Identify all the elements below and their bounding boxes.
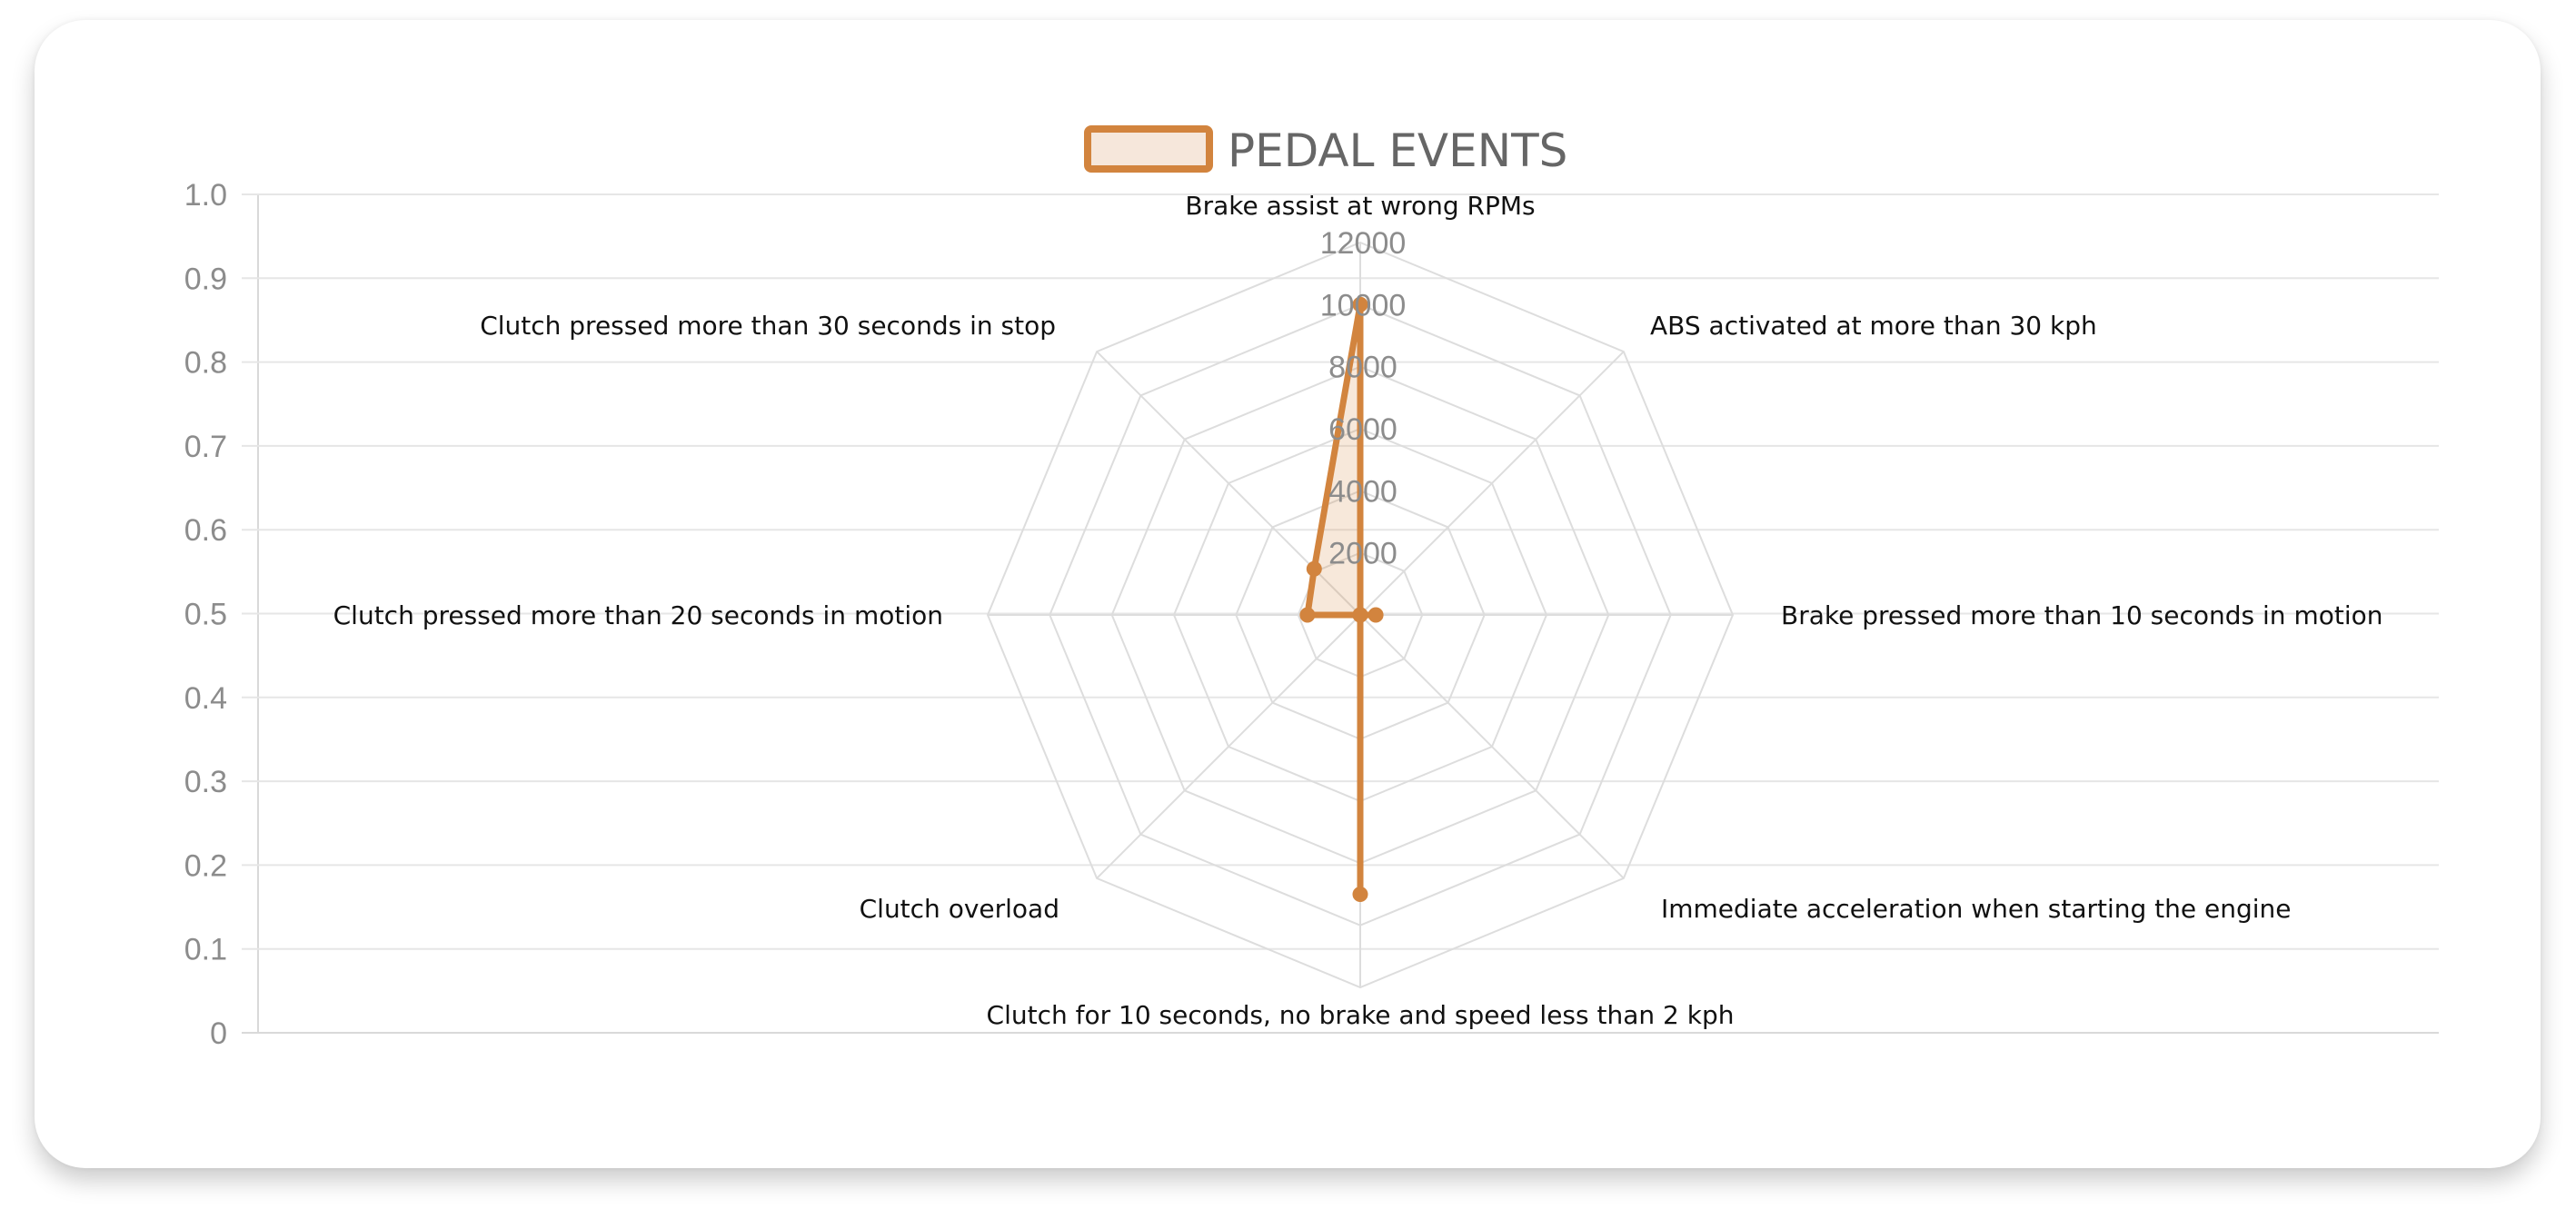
y-tick-label: 0.1: [184, 932, 227, 967]
radar-point-label: Clutch pressed more than 30 seconds in stop: [480, 311, 1056, 341]
series-point[interactable]: [1308, 562, 1320, 575]
radar-point-label: ABS activated at more than 30 kph: [1650, 311, 2097, 341]
legend-label: PEDAL EVENTS: [1228, 124, 1568, 177]
radial-tick-label: 10000: [1319, 288, 1407, 323]
y-tick-label: 0.7: [184, 429, 227, 464]
radial-tick-label: 6000: [1328, 412, 1397, 447]
y-tick-label: 0.5: [184, 597, 227, 632]
y-tick-label: 0.9: [184, 262, 227, 297]
legend[interactable]: [1088, 124, 1567, 177]
y-tick-label: 0.8: [184, 345, 227, 381]
series-point[interactable]: [1369, 609, 1382, 621]
radial-tick-label: 12000: [1319, 226, 1407, 261]
y-tick-label: 0.6: [184, 513, 227, 549]
legend-swatch[interactable]: [1088, 129, 1209, 169]
series-point[interactable]: [1301, 609, 1314, 621]
radial-tick-label: 2000: [1328, 536, 1397, 571]
radar-point-label: Brake pressed more than 10 seconds in motion: [1781, 600, 2383, 630]
radial-tick-label: 8000: [1328, 350, 1397, 385]
series-point[interactable]: [1354, 888, 1367, 901]
radar-point-label: Clutch for 10 seconds, no brake and speed less than 2 kph: [986, 1000, 1735, 1030]
radar-point-label: Immediate acceleration when starting the engine: [1661, 894, 2292, 924]
radar-point-label: Clutch overload: [859, 894, 1059, 924]
radar-spoke: [1360, 615, 1624, 878]
radar-spoke: [1097, 615, 1360, 878]
y-tick-label: 0: [210, 1016, 227, 1051]
radial-tick-label: 4000: [1328, 474, 1397, 510]
y-tick-label: 0.4: [184, 680, 227, 716]
radar-point-label: Brake assist at wrong RPMs: [1185, 191, 1536, 221]
y-tick-label: 0.2: [184, 848, 227, 884]
series-area: [1308, 304, 1376, 894]
radar-chart: [333, 191, 2383, 1030]
radar-point-label: Clutch pressed more than 20 seconds in motion: [333, 600, 943, 630]
series-point[interactable]: [1354, 609, 1367, 621]
y-tick-label: 0.3: [184, 765, 227, 800]
y-tick-label: 1.0: [184, 178, 227, 213]
radar-spoke: [1360, 352, 1624, 615]
